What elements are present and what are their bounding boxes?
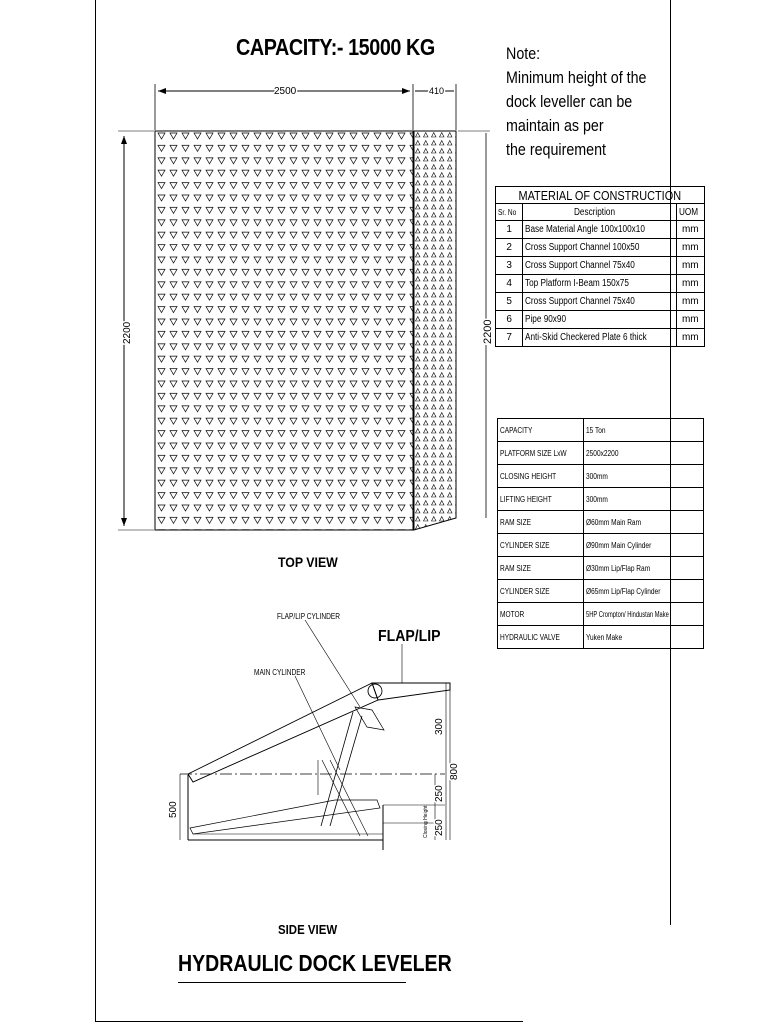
- spec-value: 15 Ton: [584, 419, 704, 442]
- dim-height-left: 2200: [122, 321, 133, 344]
- spec-key: RAM SIZE: [498, 511, 584, 534]
- row-sr: 1: [496, 221, 523, 239]
- row-description: Pipe 90x90: [523, 311, 676, 329]
- table-row: [496, 239, 705, 257]
- note-line: maintain as per: [506, 116, 604, 135]
- row-description: Anti-Skid Checkered Plate 6 thick: [523, 329, 676, 347]
- table-row: [498, 465, 704, 488]
- title-underline: [178, 982, 406, 983]
- row-sr: 3: [496, 257, 523, 275]
- row-description: Cross Support Channel 75x40: [523, 257, 676, 275]
- closing-height-label: Closing Height: [423, 805, 429, 838]
- note-line: Minimum height of the: [506, 68, 647, 87]
- side-view-label: SIDE VIEW: [278, 922, 338, 937]
- row-sr: 4: [496, 275, 523, 293]
- spec-key: MOTOR: [498, 603, 584, 626]
- dim-500: 500: [168, 801, 179, 818]
- spec-value: Ø90mm Main Cylinder: [584, 534, 704, 557]
- spec-key: HYDRAULIC VALVE: [498, 626, 584, 649]
- header-uom: UOM: [676, 204, 704, 221]
- main-cylinder-label: MAIN CYLINDER: [254, 668, 306, 677]
- spec-value: 2500x2200: [584, 442, 704, 465]
- spec-key: PLATFORM SIZE LxW: [498, 442, 584, 465]
- row-uom: mm: [676, 239, 704, 257]
- main-cylinder: [321, 712, 353, 826]
- row-uom: mm: [676, 275, 704, 293]
- table-row: [498, 442, 704, 465]
- dim-width-lip: 410: [429, 86, 445, 96]
- platform-area: [155, 131, 413, 530]
- table-row: [498, 557, 704, 580]
- spec-key: CYLINDER SIZE: [498, 580, 584, 603]
- material-table-title: MATERIAL OF CONSTRUCTION: [496, 187, 705, 204]
- flap-lip-label: FLAP/LIP: [378, 628, 441, 645]
- table-row: [496, 311, 705, 329]
- closed-platform: [190, 800, 380, 834]
- spec-key: CYLINDER SIZE: [498, 534, 584, 557]
- table-row: [498, 511, 704, 534]
- spec-value: Ø65mm Lip/Flap Cylinder: [584, 580, 704, 603]
- dim-width-main: 2500: [274, 86, 297, 97]
- dim-800: 800: [449, 763, 460, 780]
- row-sr: 5: [496, 293, 523, 311]
- support-arm: [330, 760, 368, 836]
- table-row: [496, 293, 705, 311]
- spec-key: LIFTING HEIGHT: [498, 488, 584, 511]
- table-row: [498, 419, 704, 442]
- note-line: the requirement: [506, 140, 607, 159]
- row-sr: 7: [496, 329, 523, 347]
- header-description: Description: [523, 204, 676, 221]
- table-row: [496, 221, 705, 239]
- table-row: [498, 626, 704, 649]
- side-view-drawing: [180, 620, 450, 850]
- spec-key: CAPACITY: [498, 419, 584, 442]
- main-cylinder: [330, 716, 362, 826]
- table-row: [496, 275, 705, 293]
- row-description: Top Platform I-Beam 150x75: [523, 275, 676, 293]
- row-uom: mm: [676, 293, 704, 311]
- flap-lip-cylinder-label: FLAP/LIP CYLINDER: [277, 612, 340, 621]
- row-description: Cross Support Channel 75x40: [523, 293, 676, 311]
- spec-value: 5HP Crompton/ Hindustan Make: [584, 603, 704, 626]
- flap-lip: [372, 683, 450, 700]
- row-uom: mm: [676, 221, 704, 239]
- top-view-label: TOP VIEW: [278, 554, 338, 570]
- spec-value: 300mm: [584, 488, 704, 511]
- table-row: [498, 603, 704, 626]
- spec-key: RAM SIZE: [498, 557, 584, 580]
- spec-value: Yuken Make: [584, 626, 704, 649]
- row-description: Cross Support Channel 100x50: [523, 239, 676, 257]
- dim-height-right: 2200: [482, 319, 494, 344]
- dim-250-upper: 250: [434, 785, 445, 802]
- spec-value: 300mm: [584, 465, 704, 488]
- row-uom: mm: [676, 257, 704, 275]
- spec-key: CLOSING HEIGHT: [498, 465, 584, 488]
- note-line: Note:: [506, 44, 541, 63]
- row-sr: 6: [496, 311, 523, 329]
- table-row: [496, 257, 705, 275]
- table-row: [498, 534, 704, 557]
- dim-250-lower: 250: [434, 819, 445, 836]
- table-row: [496, 329, 705, 347]
- raised-platform-edge: [193, 700, 378, 782]
- row-description: Base Material Angle 100x100x10: [523, 221, 676, 239]
- specification-table: [497, 418, 704, 649]
- material-table: [495, 186, 705, 347]
- header-sr: Sr. No: [496, 204, 523, 221]
- note-line: dock leveller can be: [506, 92, 633, 111]
- leader-line: [305, 620, 360, 707]
- spec-value: Ø60mm Main Ram: [584, 511, 704, 534]
- drawing-title: HYDRAULIC DOCK LEVELER: [178, 950, 452, 976]
- table-row: [498, 580, 704, 603]
- leader-line: [295, 676, 340, 770]
- spec-value: Ø30mm Lip/Flap Ram: [584, 557, 704, 580]
- row-uom: mm: [676, 311, 704, 329]
- lip-area: [414, 131, 456, 530]
- dim-300: 300: [434, 718, 445, 735]
- table-row: [498, 488, 704, 511]
- row-uom: mm: [676, 329, 704, 347]
- lip-cylinder: [355, 707, 384, 730]
- capacity-title: CAPACITY:- 15000 KG: [236, 34, 435, 60]
- row-sr: 2: [496, 239, 523, 257]
- support-arm: [322, 760, 360, 836]
- raised-platform: [188, 683, 378, 782]
